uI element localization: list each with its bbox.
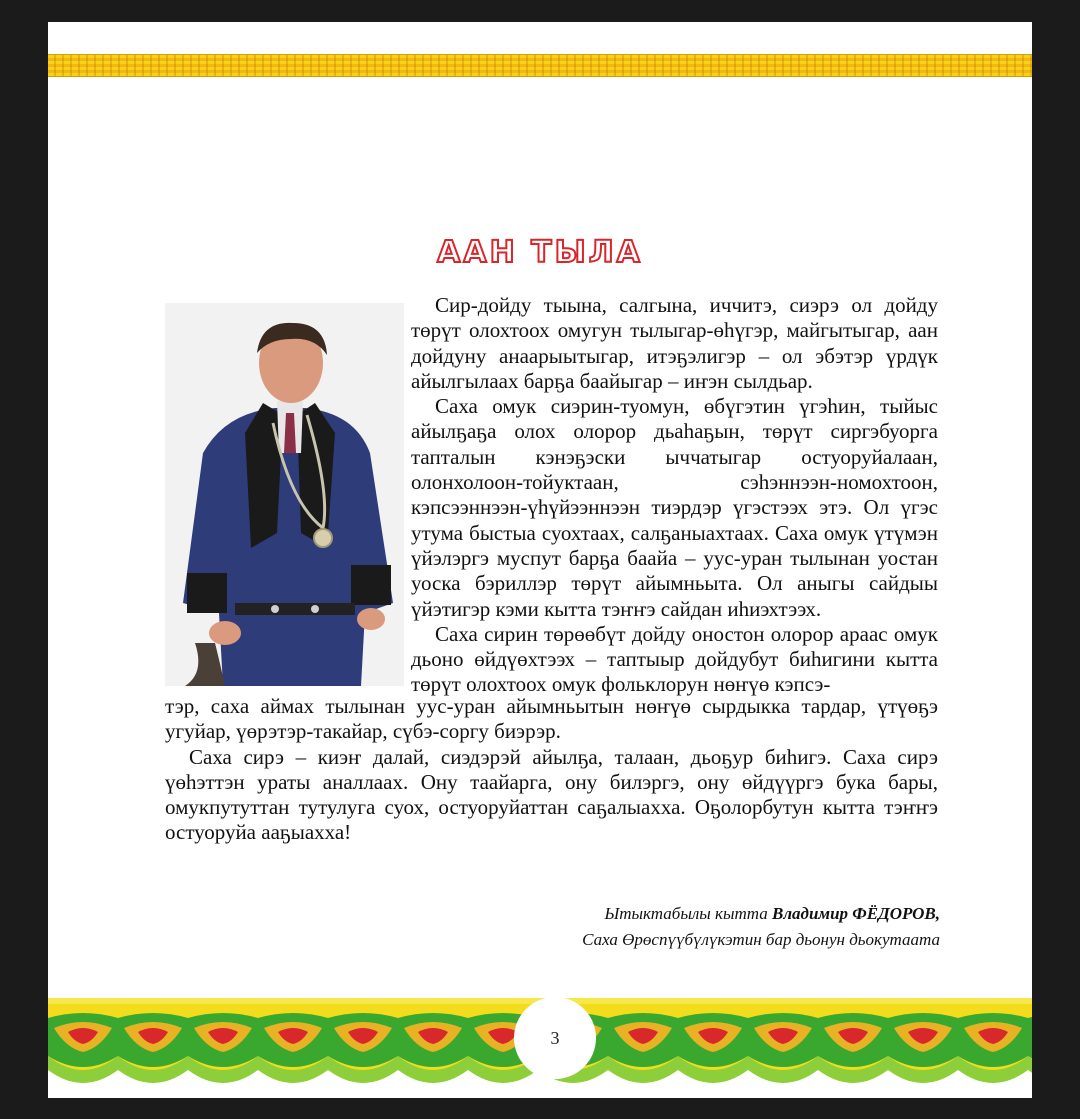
signature-line-1 xyxy=(348,901,940,927)
signature-prefix: Ытыктабылы кытта xyxy=(604,904,772,923)
body-text-full-width xyxy=(165,694,938,846)
paragraph: Сир-дойду тыына, салгына, иччитэ, сиэрэ ол дойду төрүт олохтоох омугун тылыгар-өһүгэр, майгытыгар, аан дойдуну анаарыытыгар, итэҕэлигэр – ол эбэтэр үрдүк айылгылаах барҕа баайыгар – иҥэн сылдьар. xyxy=(411,293,938,393)
page-number: 3 xyxy=(514,997,596,1079)
book-page xyxy=(48,22,1032,1098)
title-text: ААН ТЫЛА xyxy=(437,235,643,270)
paragraph: Саха сирэ – киэҥ далай, сиэдэрэй айылҕа, талаан, дьоҕур биһигэ. Саха сирэ үөһэттэн ураты аналлаах. Ону таайарга, ону билэргэ, ону өйдүүргэ бука бары, омукпутуттан тутулуга суох, остуоруйаттан саҕалыахха. Оҕолорбутун кытта тэҥҥэ остуоруйа ааҕыахха! xyxy=(165,744,938,845)
portrait-photo xyxy=(165,303,404,686)
signature-author-name: Владимир ФЁДОРОВ, xyxy=(771,904,940,923)
signature-block xyxy=(348,901,940,953)
paragraph-continuation: тэр, саха аймах тылынан уус-уран айымньытын нөҥүө сырдыкка тардар, үтүөҕэ угуйар, үөрэтэр-такайар, сүбэ-соргу биэрэр. xyxy=(165,694,938,744)
top-ornament-border xyxy=(48,54,1032,77)
paragraph: Саха сирин төрөөбүт дойду оностон олорор араас омук дьоно өйдүөхтээх – таптыыр дойдубут биһигини кытта төрүт олохтоох омук фольклорун нөҥүө кэпсэ- xyxy=(411,621,938,697)
portrait-image xyxy=(165,303,404,686)
page-title xyxy=(48,235,1032,270)
paragraph: Саха омук сиэрин-туомун, өбүгэтин үгэһин, тыйыс айылҕаҕа олох олорор дьаһаҕын, төрүт сиргэбуорга тапталын кэнэҕэски ыччатыгар остуоруйалаан, олонхолоон-тойуктаан, сэһэннээн-номохтоон, кэпсээннээн-үһүйээннээн тиэрдэр үгэстээх этэ. Ол үгэс утума быстыа суохтаах, салҕаныахтаах. Саха омук үтүмэн үйэлэргэ муспут барҕа баайа – уус-уран тылынан уостан уоска бэриллэр төрүт айымньыта. Ол аныгы сайдыы үйэтигэр кэми кытта тэҥҥэ сайдан иһиэхтээх. xyxy=(411,394,938,621)
signature-line-2: Саха Өрөспүүбүлүкэтин бар дьонун дьокутаата xyxy=(582,930,940,949)
body-text-right-column xyxy=(411,293,938,698)
